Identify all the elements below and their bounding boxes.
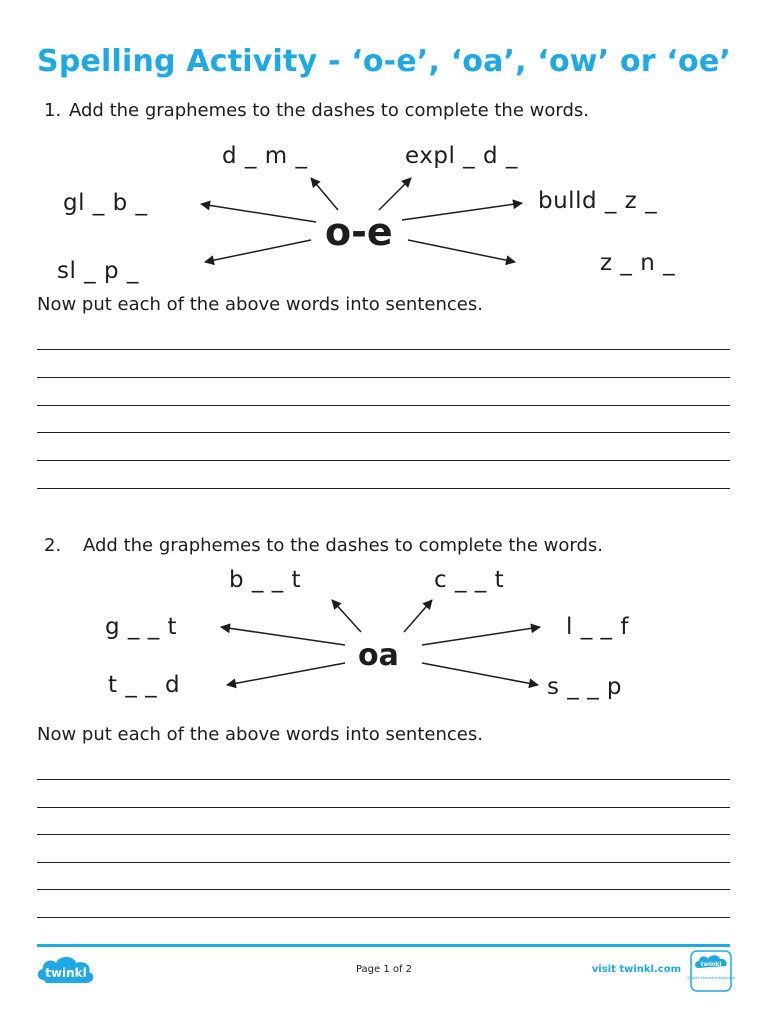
s1-arrow-top-right — [379, 178, 411, 210]
s1-word-right: bulld _ z _ — [538, 188, 658, 214]
s1-center-grapheme: o-e — [325, 210, 393, 254]
question-1-prompt: Now put each of the above words into sentences. — [37, 294, 483, 315]
visit-link[interactable]: visit twinkl.com — [591, 964, 681, 975]
s1-word-bottom-left: sl _ p _ — [57, 258, 139, 284]
s1-word-left: gl _ b _ — [63, 190, 148, 216]
s1-word-top-right: expl _ d _ — [405, 143, 518, 169]
s2-word-right: l _ _ f — [566, 614, 629, 640]
s1-word-top-left: d _ m _ — [222, 143, 308, 169]
s1-word-bottom-right: z _ n _ — [600, 250, 676, 276]
s1-arrow-top-left — [311, 178, 338, 210]
s2-word-bottom-right: s _ _ p — [547, 674, 623, 700]
writing-line[interactable] — [37, 488, 730, 489]
s2-word-bottom-left: t _ _ d — [108, 672, 181, 698]
writing-line[interactable] — [37, 862, 730, 863]
question-2-instruction: Add the graphemes to the dashes to complete the words. — [83, 535, 603, 556]
s2-word-left: g _ _ t — [105, 614, 178, 640]
writing-line[interactable] — [37, 432, 730, 433]
writing-line[interactable] — [37, 779, 730, 780]
s2-arrow-top-left — [332, 600, 361, 632]
s2-arrow-bottom-right — [422, 663, 538, 685]
writing-line[interactable] — [37, 917, 730, 918]
page-number: Page 1 of 2 — [355, 964, 413, 975]
question-2-prompt: Now put each of the above words into sentences. — [37, 724, 483, 745]
s1-arrow-right — [402, 203, 522, 220]
logo-text: twinkl — [45, 966, 87, 980]
page-title: Spelling Activity - ‘o-e’, ‘oa’, ‘ow’ or ‘oe’ — [37, 44, 731, 79]
quality-badge — [686, 950, 736, 996]
s1-arrow-left — [201, 204, 316, 222]
badge-text: Quality Standard Approved — [686, 976, 736, 980]
s2-arrow-left — [221, 627, 345, 645]
s2-word-top-right: c _ _ t — [434, 567, 505, 593]
badge-brand: twinkl — [700, 961, 722, 968]
s1-arrow-bottom-left — [205, 240, 311, 262]
s2-arrow-right — [422, 627, 540, 645]
writing-line[interactable] — [37, 807, 730, 808]
s2-word-top-left: b _ _ t — [229, 567, 302, 593]
s1-arrow-bottom-right — [408, 240, 515, 262]
question-2-number: 2. — [44, 535, 62, 556]
footer-rule — [37, 944, 730, 947]
question-1-instruction: Add the graphemes to the dashes to complete the words. — [69, 100, 589, 121]
writing-line[interactable] — [37, 377, 730, 378]
writing-line[interactable] — [37, 889, 730, 890]
s2-arrow-top-right — [404, 600, 432, 632]
writing-line[interactable] — [37, 349, 730, 350]
s2-arrow-bottom-left — [227, 663, 345, 685]
writing-line[interactable] — [37, 405, 730, 406]
s2-center-grapheme: oa — [358, 638, 399, 673]
writing-line[interactable] — [37, 460, 730, 461]
writing-line[interactable] — [37, 834, 730, 835]
question-1-number: 1. — [44, 100, 62, 121]
